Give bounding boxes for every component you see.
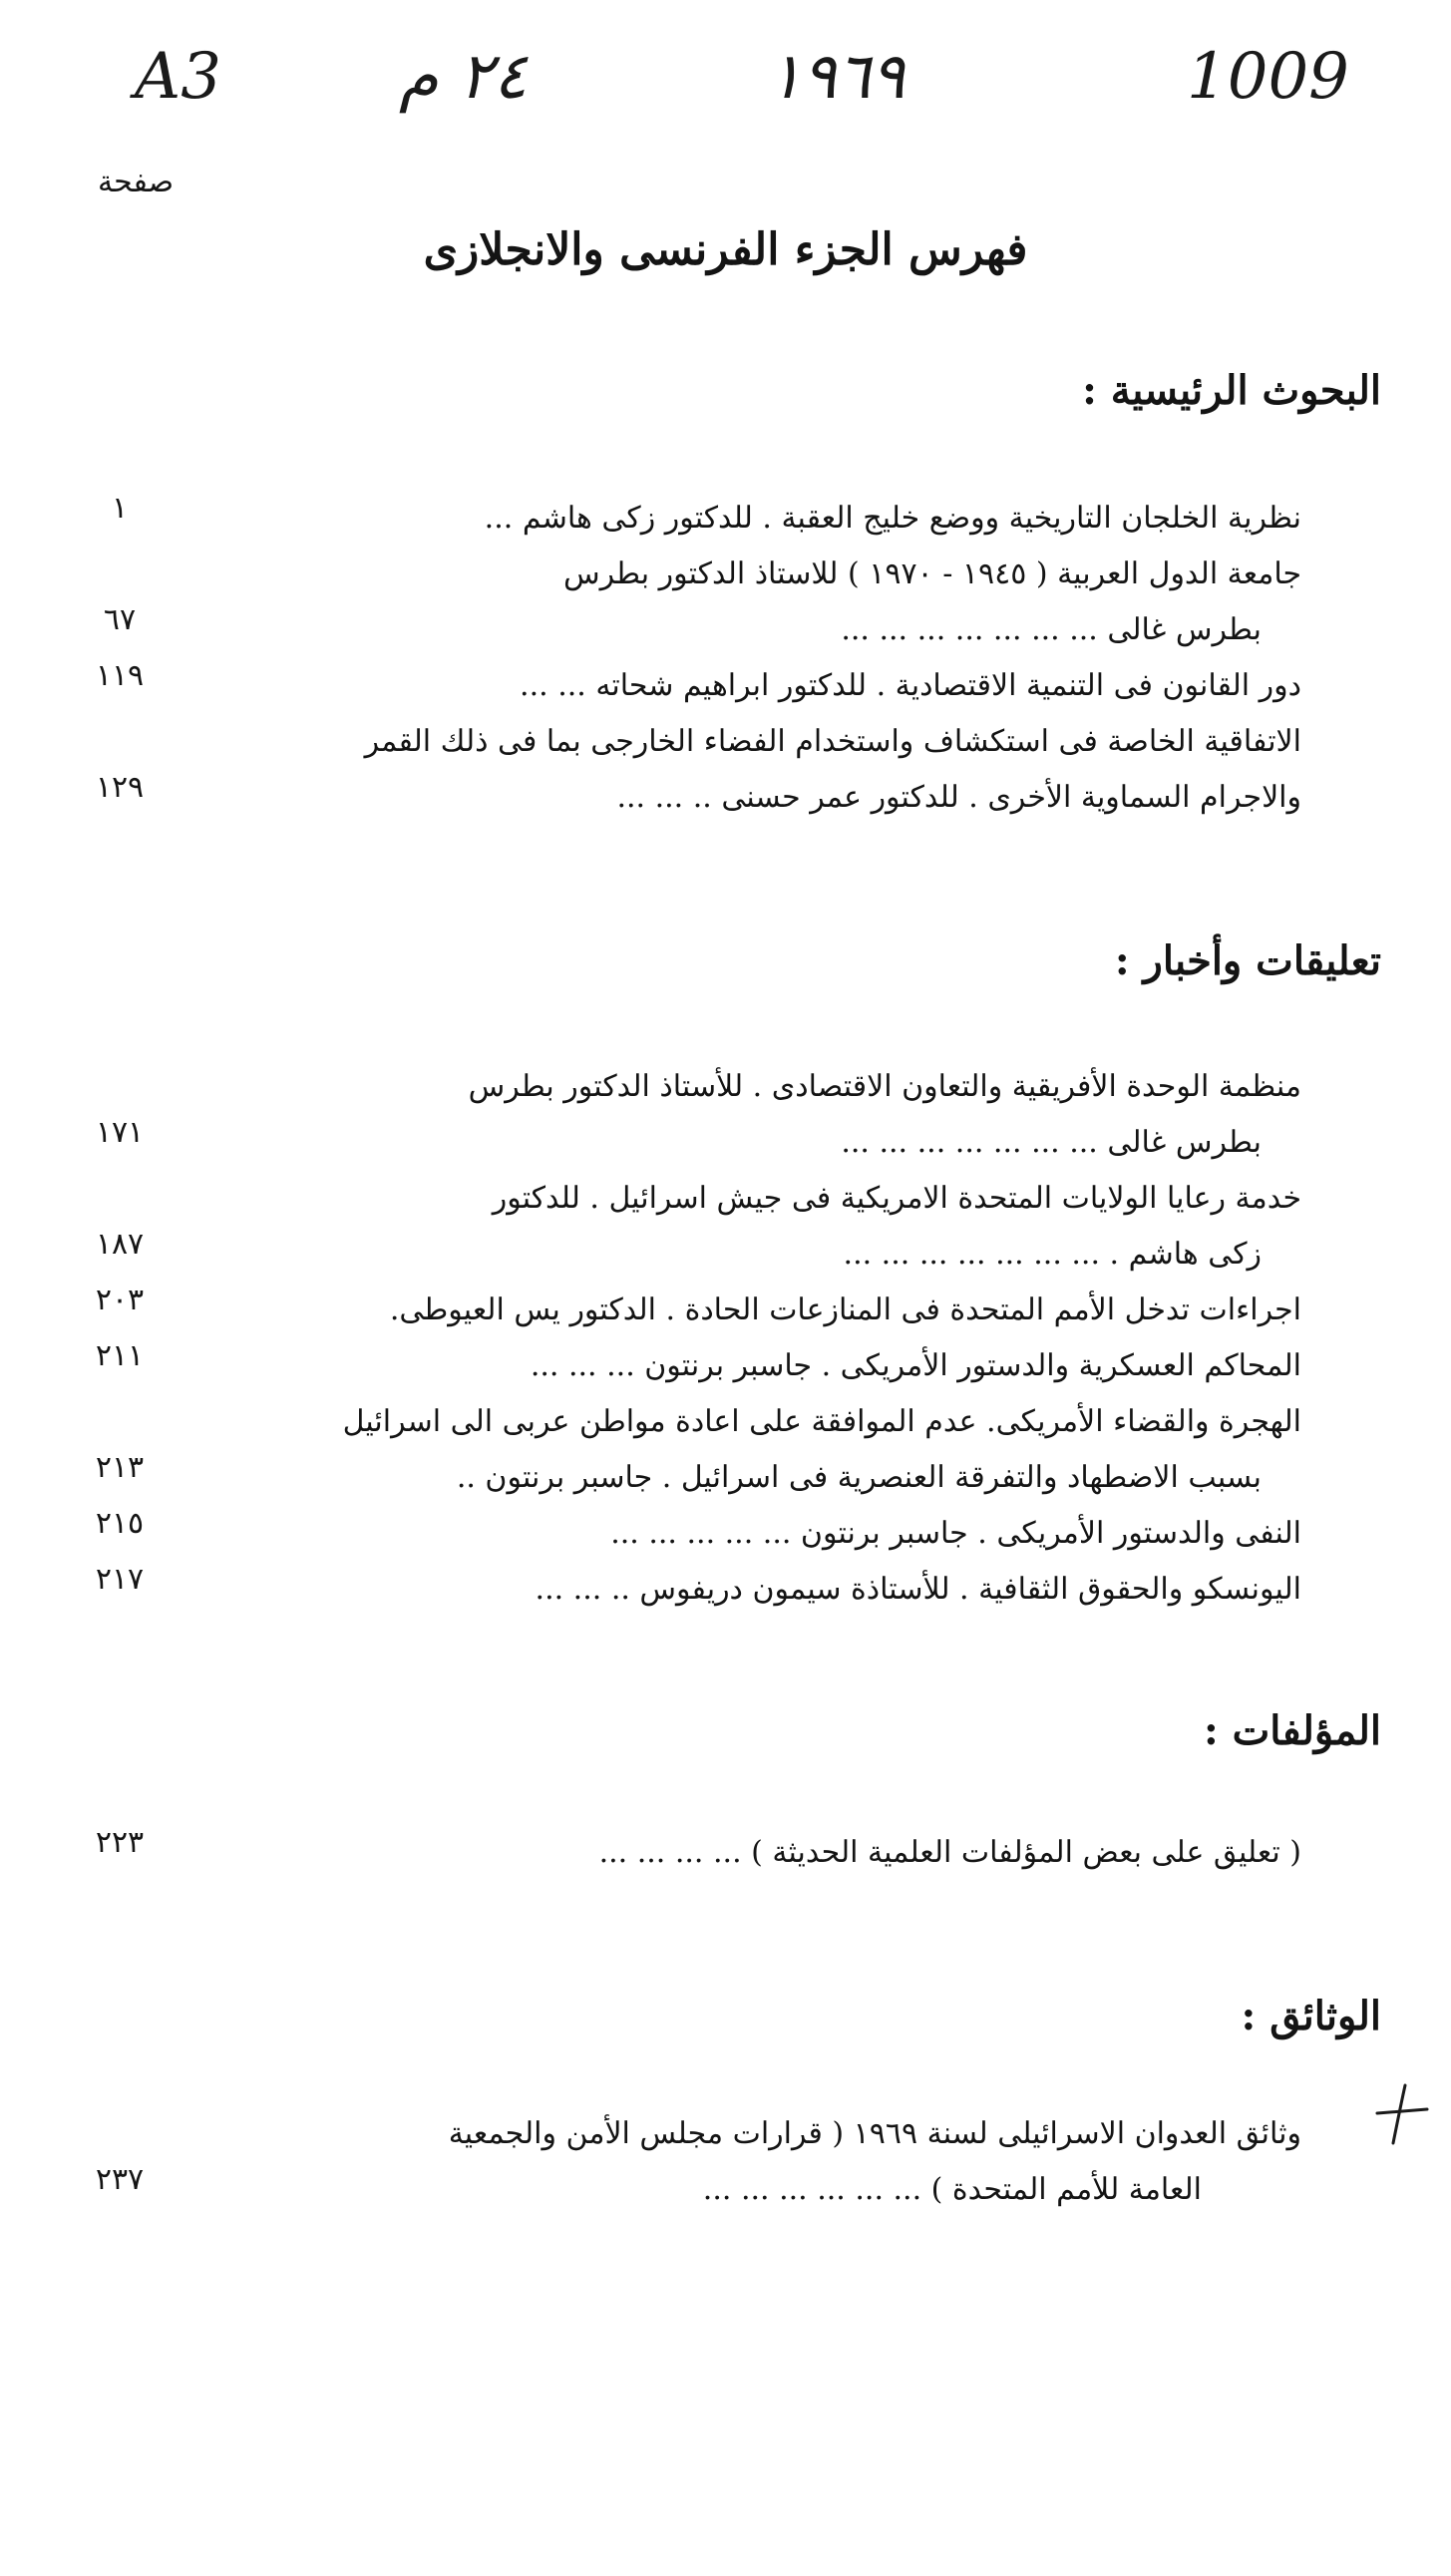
page-number: ١٢٩ <box>95 770 145 805</box>
toc-line: خدمة رعايا الولايات المتحدة الامريكية فى جيش اسرائيل . للدكتور <box>492 1181 1301 1216</box>
toc-line: اجراءات تدخل الأمم المتحدة فى المنازعات الحادة . الدكتور يس العيوطى. <box>389 1292 1301 1327</box>
page-number: ٢١٥ <box>95 1506 145 1541</box>
toc-line: الهجرة والقضاء الأمريكى. عدم الموافقة على اعادة مواطن عربى الى اسرائيل <box>342 1404 1301 1439</box>
toc-line: والاجرام السماوية الأخرى . للدكتور عمر حسنى .. ... ... <box>616 780 1301 815</box>
page-number: ٦٧ <box>103 602 137 637</box>
toc-line: دور القانون فى التنمية الاقتصادية . للدكتور ابراهيم شحاته ... ... <box>520 668 1301 703</box>
page-number: ٢٣٧ <box>95 2162 145 2197</box>
page-title: فهرس الجزء الفرنسى والانجلازى <box>423 224 1028 275</box>
handwritten-reference-number: 1009 <box>1187 40 1349 114</box>
toc-line: العامة للأمم المتحدة ) ... ... ... ... ... ... <box>702 2172 1202 2207</box>
toc-line: النفى والدستور الأمريكى . جاسبر برنتون ... ... ... ... ... <box>610 1516 1301 1551</box>
handwritten-year: ١٩٦٩ <box>768 40 906 114</box>
page-number: ٢٢٣ <box>95 1825 145 1860</box>
toc-line: نظرية الخلجان التاريخية ووضع خليج العقبة . للدكتور زكى هاشم ... <box>484 501 1301 536</box>
page-number: ٢١١ <box>95 1338 145 1373</box>
page-number: ١٧١ <box>95 1115 145 1150</box>
handwritten-issue-number: ٢٤ م <box>399 40 528 114</box>
page-number: ١٨٧ <box>95 1227 145 1262</box>
toc-line: الاتفاقية الخاصة فى استكشاف واستخدام الفضاء الخارجى بما فى ذلك القمر <box>364 724 1301 759</box>
page-column-label: صفحة <box>98 165 175 199</box>
toc-line: بطرس غالى ... ... ... ... ... ... ... <box>841 1125 1262 1160</box>
toc-line: المحاكم العسكرية والدستور الأمريكى . جاسبر برنتون ... ... ... <box>530 1348 1301 1383</box>
cross-mark-icon <box>1371 2079 1431 2149</box>
page-number: ٢١٧ <box>95 1562 145 1597</box>
toc-line: وثائق العدوان الاسرائيلى لسنة ١٩٦٩ ( قرارات مجلس الأمن والجمعية <box>448 2116 1301 2151</box>
page-number: ١١٩ <box>95 658 145 693</box>
page-number: ١ <box>111 491 129 526</box>
section-heading-documents: الوثائق : <box>1241 1993 1381 2039</box>
toc-line: بسبب الاضطهاد والتفرقة العنصرية فى اسرائيل . جاسبر برنتون .. <box>456 1460 1262 1495</box>
toc-line: زكى هاشم . ... ... ... ... ... ... ... <box>843 1237 1262 1272</box>
toc-line: بطرس غالى ... ... ... ... ... ... ... <box>841 612 1262 647</box>
page-number: ٢٠٣ <box>95 1283 145 1317</box>
section-heading-publications: المؤلفات : <box>1203 1707 1381 1754</box>
page-number: ٢١٣ <box>95 1450 145 1485</box>
toc-line: ( تعليق على بعض المؤلفات العلمية الحديثة ) ... ... ... ... <box>598 1835 1301 1870</box>
section-heading-comments-news: تعليقات وأخبار : <box>1114 937 1381 984</box>
section-heading-main-research: البحوث الرئيسية : <box>1082 367 1381 414</box>
handwritten-code: A3 <box>135 40 221 114</box>
toc-line: منظمة الوحدة الأفريقية والتعاون الاقتصادى . للأستاذ الدكتور بطرس <box>468 1069 1301 1104</box>
toc-line: اليونسكو والحقوق الثقافية . للأستاذة سيمون دريفوس .. ... ... <box>535 1572 1301 1607</box>
toc-line: جامعة الدول العربية ( ١٩٤٥ - ١٩٧٠ ) للاستاذ الدكتور بطرس <box>562 556 1301 591</box>
